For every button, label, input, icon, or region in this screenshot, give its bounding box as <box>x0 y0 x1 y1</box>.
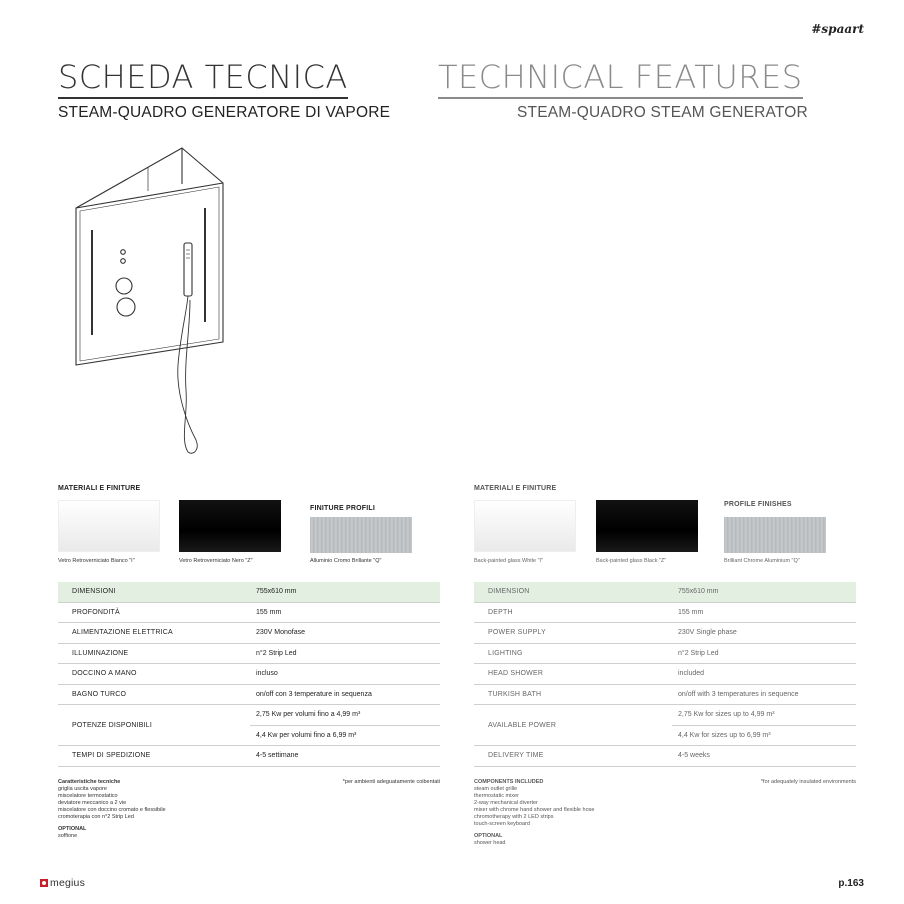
product-drawing <box>68 140 238 470</box>
spec-value: on/off con 3 temperature in sequenza <box>250 684 440 705</box>
spec-label: POWER SUPPLY <box>474 623 672 644</box>
table-row <box>58 664 440 685</box>
swatch-caption-white-it: Vetro Retroverniciato Bianco "I" <box>58 558 135 564</box>
swatch-caption-black-it: Vetro Retroverniciato Nero "Z" <box>179 558 253 564</box>
spec-value: incluso <box>250 664 440 685</box>
list-item: mixer with chrome hand shower and flexible hose <box>474 807 595 813</box>
components-title-it: Caratteristiche tecniche <box>58 779 121 785</box>
table-row <box>58 623 440 644</box>
table-row <box>58 602 440 623</box>
materials-label-it: MATERIALI E FINITURE <box>58 485 141 492</box>
logo-mark-icon <box>40 879 48 887</box>
table-row <box>58 705 440 726</box>
swatch-white-en <box>474 500 576 552</box>
spec-value: on/off with 3 temperatures in sequence <box>672 684 856 705</box>
swatch-white-it <box>58 500 160 552</box>
swatch-black-en <box>596 500 698 552</box>
list-item: miscelatore con doccino cromato e flessibile <box>58 807 166 813</box>
table-row <box>474 705 856 726</box>
list-item: chromotherapy with 2 LED strips <box>474 814 554 820</box>
spec-label: LIGHTING <box>474 643 672 664</box>
spec-label: DEPTH <box>474 602 672 623</box>
spec-label: DIMENSIONI <box>58 582 250 602</box>
spec-value: included <box>672 664 856 685</box>
components-it <box>58 779 358 840</box>
spec-label: BAGNO TURCO <box>58 684 250 705</box>
page-number: p.163 <box>838 878 864 889</box>
spec-value: n°2 Strip Led <box>672 643 856 664</box>
subtitle-en: STEAM-QUADRO STEAM GENERATOR <box>517 104 808 121</box>
spec-value: 4,4 Kw per volumi fino a 6,99 m³ <box>250 725 440 746</box>
materials-label-en: MATERIALI E FINITURE <box>474 485 557 492</box>
list-item: cromoterapia con n°2 Strip Led <box>58 814 134 820</box>
list-item: griglia uscita vapore <box>58 786 107 792</box>
list-item: 2-way mechanical diverter <box>474 800 538 806</box>
brand-tag: #spaart <box>811 22 864 36</box>
spec-label: AVAILABLE POWER <box>474 705 672 746</box>
list-item: thermostatic mixer <box>474 793 519 799</box>
spec-table-it <box>58 582 440 767</box>
swatch-caption-aluminium-it: Alluminio Cromo Brillante "Q" <box>310 558 382 564</box>
footnote-en: *for adequately insulated environments <box>760 779 856 785</box>
spec-label: TEMPI DI SPEDIZIONE <box>58 746 250 767</box>
optional-title-it: OPTIONAL <box>58 826 87 832</box>
spec-value: 4,4 Kw for sizes up to 6,99 m³ <box>672 725 856 746</box>
spec-value: 2,75 Kw for sizes up to 4,99 m³ <box>672 705 856 726</box>
page-title-it: SCHEDA TECNICA <box>58 58 348 99</box>
spec-value: 155 mm <box>672 602 856 623</box>
swatch-caption-aluminium-en: Brilliant Chrome Aluminium "Q" <box>724 558 800 564</box>
swatch-caption-black-en: Back-painted glass Black "Z" <box>596 558 667 564</box>
table-row <box>474 643 856 664</box>
table-row <box>474 602 856 623</box>
spec-table-en <box>474 582 856 767</box>
spec-value: 155 mm <box>250 602 440 623</box>
spec-value: 230V Monofase <box>250 623 440 644</box>
spec-value: 230V Single phase <box>672 623 856 644</box>
logo-text: megius <box>50 877 86 889</box>
spec-label: PROFONDITÀ <box>58 602 250 623</box>
subtitle-it: STEAM-QUADRO GENERATORE DI VAPORE <box>58 104 391 121</box>
table-row <box>474 623 856 644</box>
swatch-aluminium-en <box>724 517 826 553</box>
table-row <box>58 746 440 767</box>
list-item: deviatore meccanico a 2 vie <box>58 800 127 806</box>
spec-value: 4-5 weeks <box>672 746 856 767</box>
components-en <box>474 779 774 847</box>
table-row <box>474 582 856 602</box>
swatch-black-it <box>179 500 281 552</box>
table-row <box>474 664 856 685</box>
table-row <box>58 582 440 602</box>
spec-label: POTENZE DISPONIBILI <box>58 705 250 746</box>
spec-label: DELIVERY TIME <box>474 746 672 767</box>
spec-label: DIMENSION <box>474 582 672 602</box>
optional-item-en: shower head <box>474 840 506 846</box>
spec-value: 4-5 settimane <box>250 746 440 767</box>
profiles-label-it: FINITURE PROFILI <box>310 505 376 512</box>
table-row <box>58 643 440 664</box>
spec-value: 755x610 mm <box>672 582 856 602</box>
page-title-en: TECHNICAL FEATURES <box>438 58 803 99</box>
profiles-label-en: PROFILE FINISHES <box>724 501 792 508</box>
spec-label: ILLUMINAZIONE <box>58 643 250 664</box>
spec-value: 2,75 Kw per volumi fino a 4,99 m³ <box>250 705 440 726</box>
spec-label: ALIMENTAZIONE ELETTRICA <box>58 623 250 644</box>
footnote-it: *per ambienti adeguatamente coibentati <box>342 779 440 785</box>
optional-title-en: OPTIONAL <box>474 833 503 839</box>
list-item: miscelatore termostatico <box>58 793 118 799</box>
spec-value: n°2 Strip Led <box>250 643 440 664</box>
spec-label: HEAD SHOWER <box>474 664 672 685</box>
table-row <box>58 684 440 705</box>
list-item: steam outlet grille <box>474 786 518 792</box>
optional-item-it: soffione <box>58 833 78 839</box>
spec-label: TURKISH BATH <box>474 684 672 705</box>
spec-label: DOCCINO A MANO <box>58 664 250 685</box>
table-row <box>474 746 856 767</box>
table-row <box>474 684 856 705</box>
swatch-aluminium-it <box>310 517 412 553</box>
swatch-caption-white-en: Back-painted glass White "I" <box>474 558 544 564</box>
list-item: touch-screen keyboard <box>474 821 530 827</box>
spec-value: 755x610 mm <box>250 582 440 602</box>
components-title-en: COMPONENTS INCLUDED <box>474 779 544 785</box>
brand-logo <box>40 877 85 889</box>
